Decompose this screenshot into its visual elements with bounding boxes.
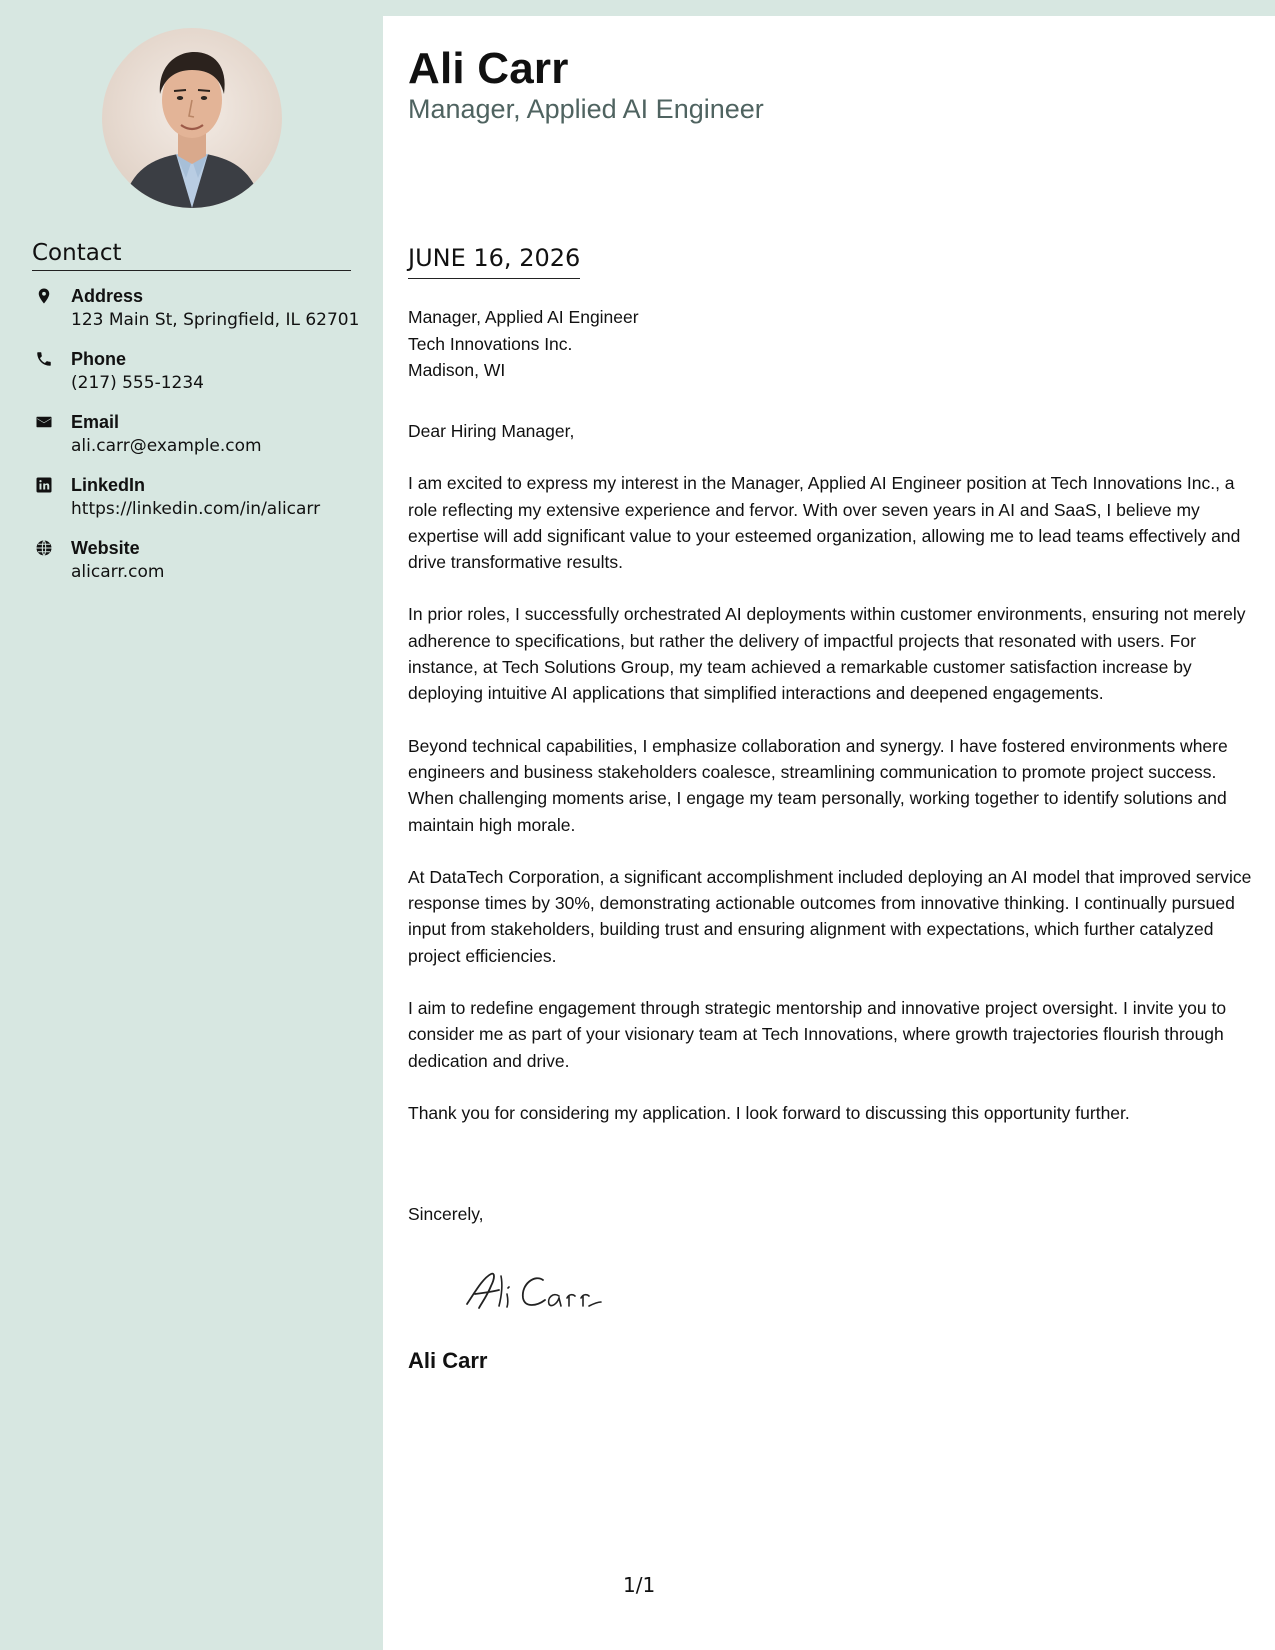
phone-icon	[35, 350, 53, 368]
phone-value: (217) 555-1234	[71, 373, 204, 393]
handwritten-signature	[461, 1264, 631, 1316]
envelope-icon	[35, 413, 53, 431]
sidebar	[0, 0, 383, 1650]
letter-main	[383, 16, 1275, 1650]
letter-date: JUNE 16, 2026	[408, 244, 580, 279]
signed-name: Ali Carr	[408, 1348, 488, 1373]
email-value: ali.carr@example.com	[71, 436, 262, 456]
contact-item-linkedin	[32, 473, 362, 536]
profile-photo	[102, 28, 282, 208]
closing: Sincerely,	[408, 1204, 484, 1224]
contact-item-email	[32, 410, 362, 473]
linkedin-icon	[35, 476, 53, 494]
contact-item-phone	[32, 347, 362, 410]
website-value[interactable]: alicarr.com	[71, 562, 165, 582]
letter-paragraph-2: In prior roles, I successfully orchestrated AI deployments within customer environments, ensuring not merely adherence to specifications, but rather the delivery of impactful projects that resonated with users. For instance, at Tech Solutions Group, my team achieved a remarkable customer satisfaction increase by deploying intuitive AI applications that simplified interactions and deepened engagements.	[408, 604, 1246, 704]
linkedin-value[interactable]: https://linkedin.com/in/alicarr	[71, 499, 321, 519]
letter-paragraph-3: Beyond technical capabilities, I emphasize collaboration and synergy. I have fostered environments where engineers and business stakeholders coalesce, streamlining communication to promote project success. When challenging moments arise, I engage my team personally, working together to identify solutions and maintain high morale.	[408, 735, 1228, 835]
phone-label: Phone	[71, 349, 127, 369]
page-number: 1/1	[623, 1573, 656, 1597]
contact-item-address	[32, 284, 362, 347]
globe-icon	[35, 539, 53, 557]
recipient-line-3: Madison, WI	[408, 360, 506, 380]
applicant-name: Ali Carr	[408, 44, 569, 93]
salutation: Dear Hiring Manager,	[408, 421, 575, 441]
contact-item-website	[32, 536, 362, 599]
contact-list	[32, 284, 362, 599]
letter-paragraph-6: Thank you for considering my application. I look forward to discussing this opportunity further.	[408, 1102, 1130, 1123]
letter-paragraph-4: At DataTech Corporation, a significant accomplishment included deploying an AI model that improved service response times by 30%, demonstrating actionable outcomes from innovative thinking. I continually pursued input from stakeholders, building trust and ensuring alignment with expectations, which further catalyzed project efficiencies.	[408, 866, 1252, 966]
map-pin-icon	[35, 287, 53, 305]
applicant-title: Manager, Applied AI Engineer	[408, 94, 764, 124]
recipient-line-2: Tech Innovations Inc.	[408, 333, 573, 354]
letter-paragraph-5: I aim to redefine engagement through strategic mentorship and innovative project oversight. I invite you to consider me as part of your visionary team at Tech Innovations, where growth trajectories flourish through dedication and drive.	[408, 998, 1227, 1071]
contact-heading: Contact	[32, 240, 351, 271]
recipient-block	[408, 304, 639, 384]
website-label: Website	[71, 538, 140, 558]
address-label: Address	[71, 286, 144, 306]
linkedin-label: LinkedIn	[71, 475, 146, 495]
letter-paragraph-1: I am excited to express my interest in the Manager, Applied AI Engineer position at Tech Innovations Inc., a role reflecting my extensive experience and fervor. With over seven years in AI and SaaS, I believe my expertise will add significant value to your esteemed organization, allowing me to lead teams effectively and drive transformative results.	[408, 473, 1241, 573]
recipient-line-1: Manager, Applied AI Engineer	[408, 307, 639, 327]
address-value: 123 Main St, Springfield, IL 62701	[71, 310, 360, 330]
letter-body	[408, 418, 1253, 1152]
email-label: Email	[71, 412, 120, 432]
